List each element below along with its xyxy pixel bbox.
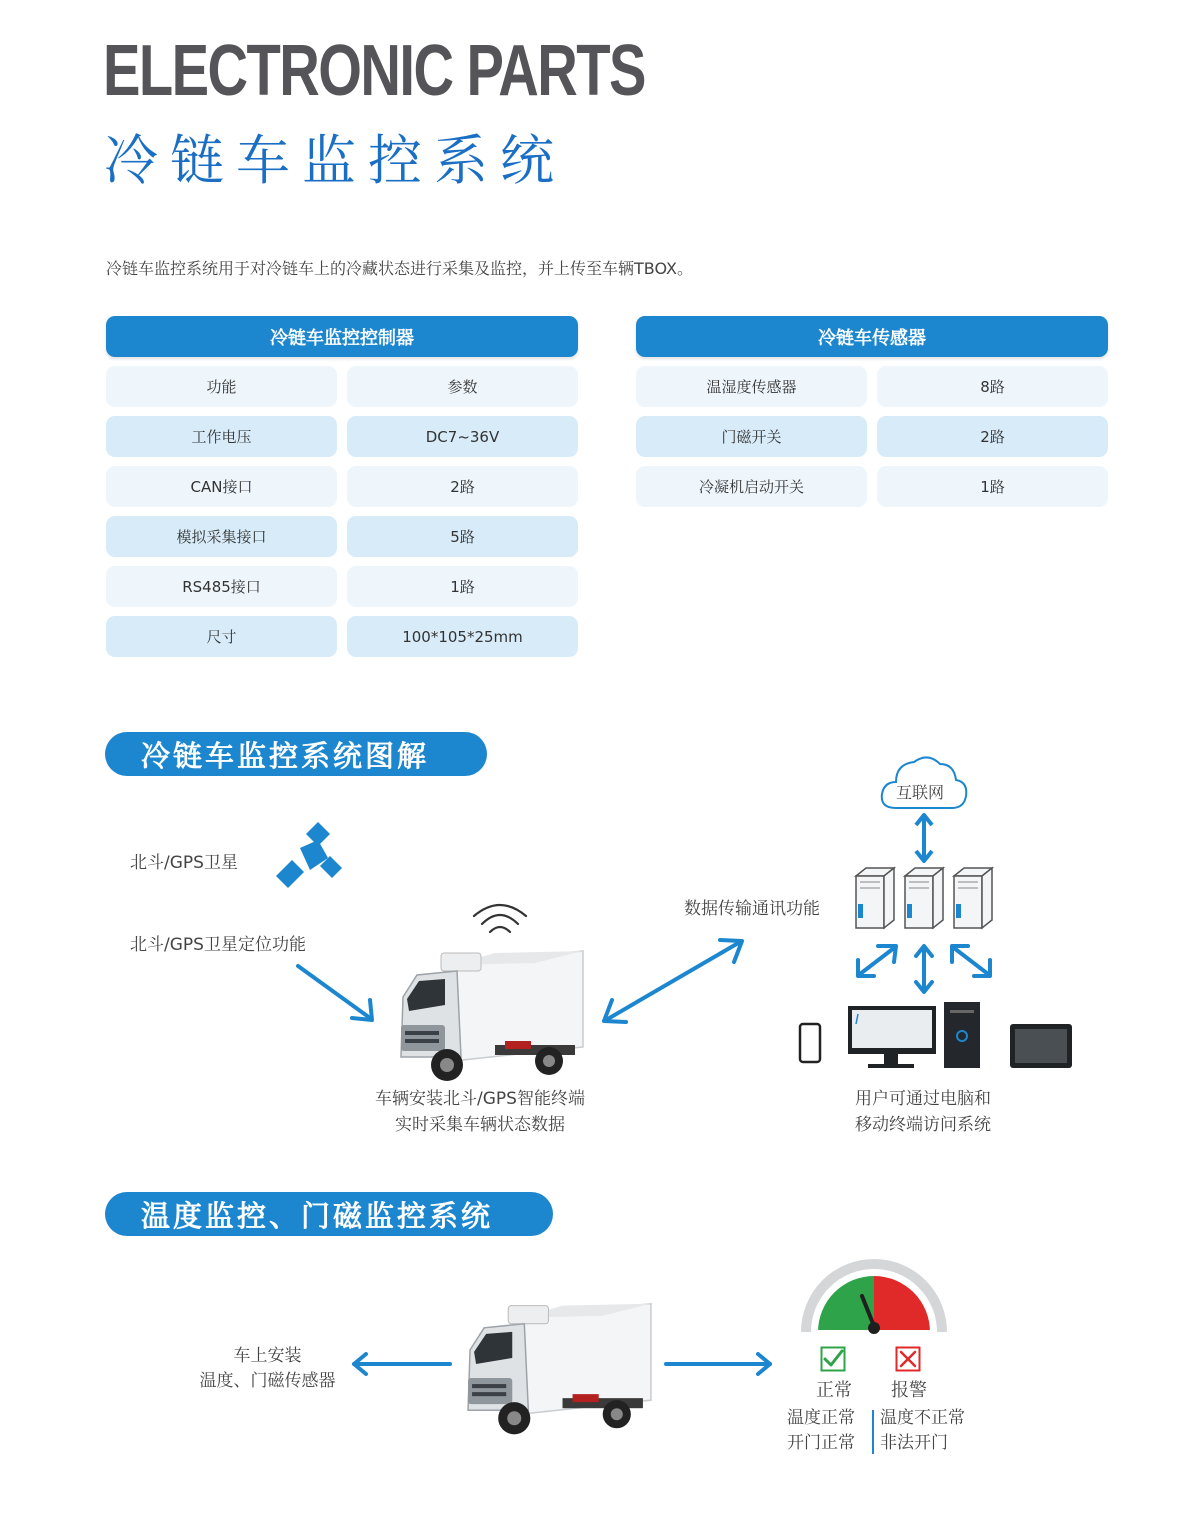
divider — [872, 1410, 874, 1454]
devices-icon — [798, 998, 1074, 1072]
sensor-name: 温湿度传感器 — [636, 366, 867, 407]
internet-label: 互联网 — [896, 783, 945, 802]
sensor-caption-line2: 温度、门磁传感器 — [199, 1371, 336, 1391]
param-name: 模拟采集接口 — [106, 516, 337, 557]
table-row — [106, 566, 578, 607]
controller-table — [106, 316, 578, 657]
user-caption-line1: 用户可通过电脑和 — [855, 1089, 991, 1109]
double-arrow-icon — [850, 940, 996, 996]
normal-line1: 温度正常 — [787, 1408, 855, 1428]
wifi-icon — [470, 900, 530, 936]
truck-caption — [350, 1086, 610, 1138]
param-name: 尺寸 — [106, 616, 337, 657]
satellite-label: 北斗/GPS卫星 — [130, 853, 238, 873]
table-row — [636, 366, 1108, 407]
truck-caption-line1: 车辆安装北斗/GPS智能终端 — [375, 1089, 585, 1109]
server-icon — [854, 866, 996, 930]
truck-caption-line2: 实时采集车辆状态数据 — [395, 1115, 565, 1135]
param-value: 参数 — [347, 366, 578, 407]
sensor-value: 1路 — [877, 466, 1108, 507]
sensor-name: 门磁开关 — [636, 416, 867, 457]
arrow-right-icon — [662, 1350, 778, 1378]
arrow-icon — [290, 960, 385, 1030]
page-title-cn: 冷链车监控系统 — [104, 129, 566, 192]
table-row — [106, 616, 578, 657]
sensor-table-title: 冷链车传感器 — [636, 316, 1108, 357]
param-name: 工作电压 — [106, 416, 337, 457]
double-arrow-icon — [914, 812, 934, 864]
gauge-icon — [802, 1262, 946, 1342]
normal-conditions — [787, 1406, 855, 1456]
sensor-value: 8路 — [877, 366, 1108, 407]
table-row — [106, 466, 578, 507]
normal-line2: 开门正常 — [787, 1433, 855, 1453]
table-row — [106, 366, 578, 407]
arrow-left-icon — [348, 1350, 456, 1378]
table-row — [106, 416, 578, 457]
check-icon — [820, 1346, 846, 1372]
sensor-value: 2路 — [877, 416, 1108, 457]
alarm-conditions — [880, 1406, 965, 1456]
table-row — [636, 466, 1108, 507]
param-value: 2路 — [347, 466, 578, 507]
table-row — [636, 416, 1108, 457]
diagram-section-title: 冷链车监控系统图解 — [105, 732, 487, 776]
positioning-label: 北斗/GPS卫星定位功能 — [130, 935, 306, 955]
alarm-line2: 非法开门 — [880, 1433, 948, 1453]
sensor-table — [636, 316, 1108, 507]
refrigerated-truck-icon — [395, 945, 590, 1085]
status-alarm-label: 报警 — [891, 1380, 927, 1401]
temp-section-title: 温度监控、门磁监控系统 — [105, 1192, 553, 1236]
user-caption-line2: 移动终端访问系统 — [855, 1115, 991, 1135]
param-name: 功能 — [106, 366, 337, 407]
param-value: 5路 — [347, 516, 578, 557]
sensor-name: 冷凝机启动开关 — [636, 466, 867, 507]
intro-text: 冷链车监控系统用于对冷链车上的冷藏状态进行采集及监控，并上传至车辆TBOX。 — [106, 259, 694, 278]
sensor-caption-line1: 车上安装 — [233, 1346, 302, 1366]
sensor-caption — [170, 1344, 365, 1394]
param-name: CAN接口 — [106, 466, 337, 507]
param-value: DC7~36V — [347, 416, 578, 457]
controller-table-title: 冷链车监控控制器 — [106, 316, 578, 357]
param-value: 1路 — [347, 566, 578, 607]
user-caption — [820, 1086, 1026, 1138]
param-value: 100*105*25mm — [347, 616, 578, 657]
param-name: RS485接口 — [106, 566, 337, 607]
double-arrow-icon — [598, 936, 748, 1026]
cross-icon — [895, 1346, 921, 1372]
table-row — [106, 516, 578, 557]
status-normal-label: 正常 — [816, 1380, 852, 1401]
transmission-label: 数据传输通讯功能 — [684, 899, 820, 919]
alarm-line1: 温度不正常 — [880, 1408, 965, 1428]
satellite-icon — [270, 820, 350, 896]
page-title-en: ELECTRONIC PARTS — [103, 31, 645, 111]
refrigerated-truck-icon — [462, 1296, 658, 1440]
